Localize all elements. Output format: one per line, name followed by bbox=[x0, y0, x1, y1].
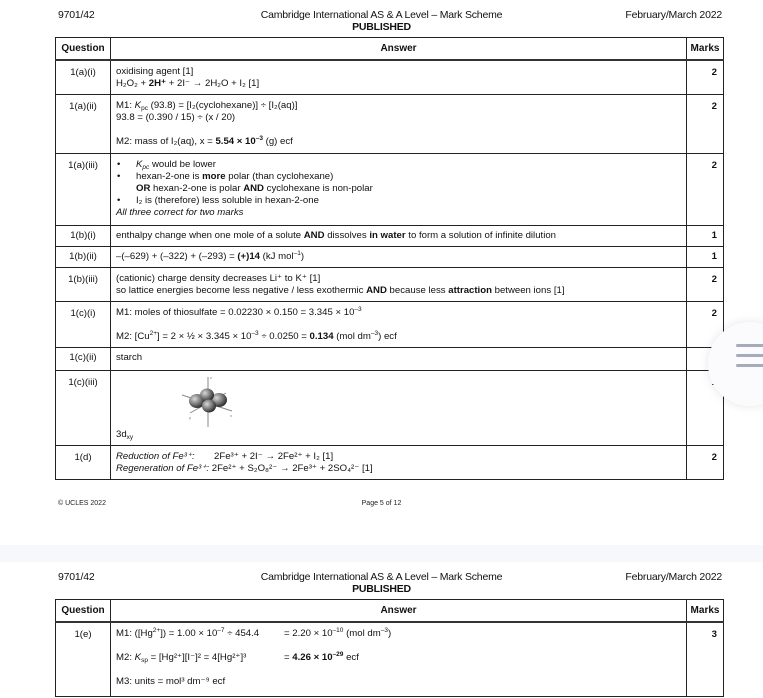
exponent: –3 bbox=[251, 330, 259, 337]
marking-note: All three correct for two marks bbox=[116, 207, 244, 218]
table-row bbox=[56, 247, 724, 268]
orbital-lobe bbox=[202, 400, 216, 413]
k-symbol: K bbox=[134, 652, 142, 663]
answer-cell bbox=[111, 60, 687, 95]
marks-value: 2 bbox=[687, 154, 724, 226]
answer-line bbox=[116, 136, 681, 148]
equation: 2Fe³⁺ + 2I⁻ → 2Fe²⁺ + I₂ [1] bbox=[214, 451, 334, 462]
document-title: Cambridge International AS & A Level – Mark Scheme bbox=[260, 9, 503, 21]
answer-line bbox=[116, 451, 681, 463]
equation-bold: 2H⁺ bbox=[148, 78, 167, 89]
answer-cell bbox=[111, 446, 687, 480]
table-row bbox=[56, 348, 724, 371]
mark-scheme-table bbox=[55, 599, 724, 697]
k-symbol: K bbox=[134, 100, 142, 111]
header-marks: Marks bbox=[687, 38, 724, 61]
question-number: 1(a)(ii) bbox=[56, 95, 111, 154]
header-question: Question bbox=[56, 600, 111, 623]
answer-cell bbox=[111, 348, 687, 371]
marks-value: 3 bbox=[687, 622, 724, 696]
exam-session: February/March 2022 bbox=[625, 9, 722, 21]
bold-value: 4.26 × 10 bbox=[292, 652, 333, 663]
answer-cell bbox=[111, 247, 687, 268]
text: M2: mass of I₂(aq), x = bbox=[116, 136, 216, 147]
table-row bbox=[56, 302, 724, 348]
answer-line bbox=[116, 230, 681, 242]
text: polar (than cyclohexane) bbox=[225, 171, 334, 182]
header-answer: Answer bbox=[111, 38, 687, 61]
answer-line bbox=[116, 307, 681, 319]
and-keyword: AND bbox=[303, 230, 325, 241]
orbital-lobe bbox=[200, 389, 214, 402]
answer-cell bbox=[111, 622, 687, 696]
orbital-diagram bbox=[116, 371, 681, 429]
answer-line: M3: units = mol³ dm⁻⁹ ecf bbox=[116, 676, 226, 687]
axis-label-y: y bbox=[189, 415, 191, 420]
text: (kJ mol bbox=[260, 251, 294, 262]
alternative-line bbox=[116, 183, 681, 195]
table-header-row bbox=[56, 600, 724, 623]
exponent: –1 bbox=[293, 250, 301, 257]
text: –(–629) + (–322) + (–293) = bbox=[116, 251, 238, 262]
answer-cell bbox=[111, 302, 687, 348]
paper-code: 9701/42 bbox=[58, 9, 95, 21]
answer-text: oxidising agent [1] bbox=[116, 66, 194, 77]
and-keyword: AND bbox=[366, 285, 387, 296]
text: to form a solution of infinite dilution bbox=[405, 230, 556, 241]
exponent: –3 bbox=[380, 627, 388, 634]
document-title: Cambridge International AS & A Level – Mark Scheme bbox=[260, 571, 503, 583]
orbital-label bbox=[116, 429, 681, 441]
subscript: sp bbox=[141, 657, 148, 664]
text: (93.8) = [I₂(cyclohexane)] ÷ [I₂(aq)] bbox=[147, 100, 298, 111]
table-row bbox=[56, 268, 724, 302]
bold-value: (+)14 bbox=[237, 251, 261, 262]
charge: 2+ bbox=[152, 627, 161, 634]
axis-label-z: z bbox=[210, 375, 212, 380]
answer-cell bbox=[111, 268, 687, 302]
question-number: 1(d) bbox=[56, 446, 111, 480]
page-gap bbox=[0, 545, 763, 562]
text: ÷ 0.0250 = bbox=[258, 331, 310, 342]
text: ) ecf bbox=[378, 331, 397, 342]
3dxy-orbital-image bbox=[178, 373, 238, 429]
table-row bbox=[56, 226, 724, 247]
answer-cell bbox=[111, 154, 687, 226]
result bbox=[284, 652, 359, 664]
exponent: –3 bbox=[370, 330, 379, 337]
text: so lattice energies become less negative / less exothermic bbox=[116, 285, 367, 296]
marks-value: 2 bbox=[687, 446, 724, 480]
table-row bbox=[56, 622, 724, 696]
text: hexan-2-one is bbox=[136, 171, 203, 182]
text: = bbox=[284, 652, 293, 663]
subscript: xy bbox=[126, 434, 134, 441]
answer-cell bbox=[111, 371, 687, 446]
question-number: 1(c)(ii) bbox=[56, 348, 111, 371]
text: M2: bbox=[116, 652, 135, 663]
italic-label: Reduction of Fe³⁺: bbox=[116, 451, 195, 462]
exponent: –3 bbox=[354, 306, 362, 313]
exponent: –3 bbox=[255, 135, 263, 142]
k-symbol: K bbox=[136, 159, 143, 170]
page-number: Page 5 of 12 bbox=[361, 500, 402, 507]
text: ÷ 454.4 bbox=[224, 628, 260, 639]
text: = [Hg²⁺][I⁻]² = 4[Hg²⁺]³ bbox=[147, 652, 247, 663]
equation-part: + 2I⁻ → 2H₂O + I₂ [1] bbox=[166, 78, 260, 89]
paper-code: 9701/42 bbox=[58, 571, 95, 583]
table-row bbox=[56, 371, 724, 446]
bold-value: 0.134 bbox=[309, 331, 334, 342]
text: enthalpy change when one mole of a solute bbox=[116, 230, 304, 241]
text: because less bbox=[386, 285, 449, 296]
bold-text: attraction bbox=[448, 285, 492, 296]
text: (mol dm bbox=[333, 331, 371, 342]
exam-session: February/March 2022 bbox=[625, 571, 722, 583]
text: dissolves bbox=[324, 230, 370, 241]
answer-line bbox=[116, 100, 681, 112]
text: (g) ecf bbox=[262, 136, 293, 147]
exponent: –29 bbox=[332, 651, 344, 658]
text: ) bbox=[387, 628, 392, 639]
answer-line bbox=[116, 652, 681, 664]
header-marks: Marks bbox=[687, 600, 724, 623]
bullet-item: • I₂ is (therefore) less soluble in hexan-2-one bbox=[116, 195, 681, 207]
question-number: 1(b)(i) bbox=[56, 226, 111, 247]
question-number: 1(c)(i) bbox=[56, 302, 111, 348]
bold-text: more bbox=[202, 171, 226, 182]
table-row bbox=[56, 154, 724, 226]
result bbox=[284, 628, 391, 640]
answer-line: (cationic) charge density decreases Li⁺ to K⁺ [1] bbox=[116, 273, 321, 284]
subscript: pc bbox=[142, 164, 150, 171]
answer-line bbox=[116, 331, 681, 343]
marks-value: 2 bbox=[687, 302, 724, 348]
equation: 2Fe²⁺ + S₂O₈²⁻ → 2Fe³⁺ + 2SO₄²⁻ [1] bbox=[209, 463, 373, 474]
question-number: 1(c)(iii) bbox=[56, 371, 111, 446]
answer-line bbox=[116, 628, 681, 640]
question-number: 1(b)(iii) bbox=[56, 268, 111, 302]
text: M2: [Cu bbox=[116, 331, 150, 342]
marks-value: 1 bbox=[687, 226, 724, 247]
exponent: –10 bbox=[332, 627, 344, 634]
exponent: –7 bbox=[217, 627, 225, 634]
mark-scheme-table bbox=[55, 37, 724, 480]
text: ecf bbox=[343, 652, 359, 663]
text: between ions [1] bbox=[491, 285, 565, 296]
text: 3d bbox=[116, 429, 127, 440]
answer-line: starch bbox=[116, 352, 143, 363]
axis-label-x: x bbox=[230, 413, 232, 418]
equation bbox=[116, 78, 681, 90]
bold-text: in water bbox=[369, 230, 406, 241]
text: hexan-2-one is polar bbox=[150, 183, 244, 194]
published-label: PUBLISHED bbox=[352, 21, 411, 33]
table-header-row bbox=[56, 38, 724, 61]
document-page-6 bbox=[0, 562, 763, 698]
answer-cell bbox=[111, 226, 687, 247]
text: M1: ([Hg bbox=[116, 628, 153, 639]
question-number: 1(e) bbox=[56, 622, 111, 696]
text: cyclohexane is non-polar bbox=[263, 183, 373, 194]
text: (mol dm bbox=[343, 628, 381, 639]
equation-part: H₂O₂ + bbox=[116, 78, 149, 89]
text: M1: moles of thiosulfate = 0.02230 × 0.150 = 3.345 × 10 bbox=[116, 307, 355, 318]
text: M1: bbox=[116, 100, 135, 111]
table-row bbox=[56, 446, 724, 480]
table-row bbox=[56, 95, 724, 154]
bullet-item bbox=[116, 171, 681, 183]
answer-cell bbox=[111, 95, 687, 154]
or-keyword: OR bbox=[136, 183, 151, 194]
text: ] = 2 × ½ × 3.345 × 10 bbox=[157, 331, 252, 342]
answer-line bbox=[116, 463, 681, 475]
header-question: Question bbox=[56, 38, 111, 61]
charge: 2+ bbox=[149, 330, 158, 337]
answer-line: 93.8 = (0.390 / 15) ÷ (x / 20) bbox=[116, 112, 236, 123]
marks-value: 2 bbox=[687, 60, 724, 95]
text: ]) = 1.00 × 10 bbox=[160, 628, 218, 639]
header-answer: Answer bbox=[111, 600, 687, 623]
marks-value: 2 bbox=[687, 95, 724, 154]
and-keyword: AND bbox=[243, 183, 264, 194]
table-row bbox=[56, 60, 724, 95]
text: = 2.20 × 10 bbox=[284, 628, 333, 639]
text: would be lower bbox=[149, 159, 216, 170]
answer-line bbox=[116, 285, 681, 297]
marks-value: 2 bbox=[687, 268, 724, 302]
answer-line bbox=[116, 251, 681, 263]
question-number: 1(b)(ii) bbox=[56, 247, 111, 268]
italic-label: Regeneration of Fe³⁺: bbox=[116, 463, 210, 474]
question-number: 1(a)(iii) bbox=[56, 154, 111, 226]
copyright: © UCLES 2022 bbox=[58, 500, 106, 507]
published-label: PUBLISHED bbox=[352, 583, 411, 595]
question-number: 1(a)(i) bbox=[56, 60, 111, 95]
marks-value: 1 bbox=[687, 247, 724, 268]
bold-value: 5.54 × 10 bbox=[215, 136, 256, 147]
text: ) bbox=[300, 251, 305, 262]
bullet-item bbox=[116, 159, 681, 171]
subscript: pc bbox=[141, 105, 148, 112]
